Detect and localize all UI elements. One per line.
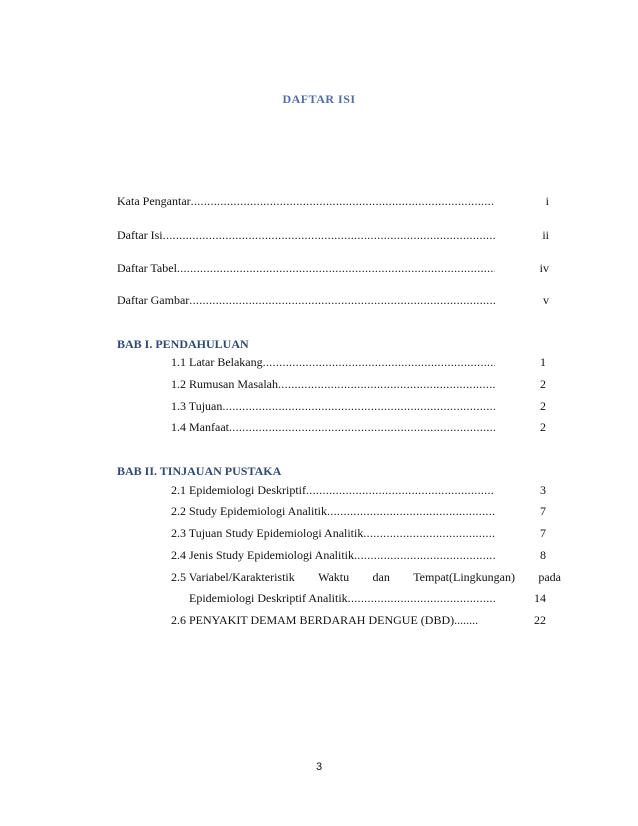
- chapter-heading-bab-1[interactable]: BAB I. PENDAHULUAN: [117, 337, 249, 351]
- toc-page-number: 3: [540, 483, 546, 497]
- toc-page-number: iv: [539, 261, 549, 275]
- toc-entry-2-5-word: Waktu: [318, 570, 350, 584]
- footer-page-number: 3: [315, 761, 323, 773]
- toc-page-number: 7: [540, 526, 546, 540]
- toc-page-number: v: [543, 293, 549, 307]
- toc-page-number: ii: [542, 228, 549, 242]
- toc-entry-label: 1.4 Manfaat: [171, 420, 229, 434]
- dot-leader: [354, 547, 495, 563]
- toc-entry-daftar-gambar[interactable]: [117, 292, 495, 308]
- toc-page-number: 14: [534, 591, 546, 605]
- toc-entry-daftar-isi[interactable]: [117, 227, 495, 243]
- toc-entry-1-3[interactable]: [171, 398, 495, 414]
- toc-entry-2-5-word: dan: [372, 570, 390, 584]
- toc-entry-2-6[interactable]: 2.6 PENYAKIT DEMAM BERDARAH DENGUE (DBD)........: [171, 613, 479, 627]
- toc-entry-2-5-continuation[interactable]: [189, 590, 495, 606]
- toc-entry-label: 2.4 Jenis Study Epidemiologi Analitik: [171, 548, 354, 562]
- dot-leader: [348, 590, 495, 606]
- toc-entry-2-2[interactable]: [171, 503, 495, 519]
- dot-leader: [263, 354, 495, 370]
- toc-entry-label: 1.2 Rumusan Masalah: [171, 377, 278, 391]
- dot-leader: [163, 227, 495, 243]
- dot-leader: [191, 193, 495, 209]
- toc-entry-label: Epidemiologi Deskriptif Analitik: [189, 591, 348, 605]
- dot-leader: [306, 482, 495, 498]
- dot-leader: [189, 292, 495, 308]
- toc-entry-2-5-word: pada: [538, 570, 561, 584]
- toc-entry-label: Daftar Tabel: [117, 261, 177, 275]
- toc-page-number: 2: [540, 377, 546, 391]
- toc-page-number: 2: [540, 399, 546, 413]
- dot-leader: [177, 260, 495, 276]
- toc-entry-2-5-word: Tempat(Lingkungan): [413, 570, 515, 584]
- toc-entry-label: Daftar Isi: [117, 228, 163, 242]
- dot-leader: [229, 419, 495, 435]
- toc-entry-label: 2.1 Epidemiologi Deskriptif: [171, 483, 306, 497]
- page-title: DAFTAR ISI: [282, 92, 356, 106]
- toc-entry-label: Daftar Gambar: [117, 293, 190, 307]
- toc-entry-label: 2.2 Study Epidemiologi Analitik: [171, 504, 327, 518]
- toc-page-number: 1: [540, 355, 546, 369]
- toc-entry-2-5-word: 2.5 Variabel/Karakteristik: [171, 570, 295, 584]
- toc-page-number: 2: [540, 420, 546, 434]
- toc-entry-2-3[interactable]: [171, 525, 495, 541]
- toc-page-number: 22: [534, 613, 546, 627]
- dot-leader: [363, 525, 495, 541]
- toc-page-number: 8: [540, 548, 546, 562]
- toc-entry-kata-pengantar[interactable]: [117, 193, 495, 209]
- toc-entry-1-4[interactable]: [171, 419, 495, 435]
- toc-entry-label: 2.3 Tujuan Study Epidemiologi Analitik: [171, 526, 364, 540]
- dot-leader: [327, 503, 495, 519]
- toc-page-number: 7: [540, 504, 546, 518]
- toc-entry-2-1[interactable]: [171, 482, 495, 498]
- dot-leader: [278, 376, 495, 392]
- chapter-heading-bab-2[interactable]: BAB II. TINJAUAN PUSTAKA: [117, 464, 282, 478]
- toc-entry-label: 1.3 Tujuan: [171, 399, 223, 413]
- toc-page-number: i: [545, 194, 549, 208]
- toc-entry-2-5[interactable]: [171, 569, 561, 585]
- toc-entry-daftar-tabel[interactable]: [117, 260, 495, 276]
- toc-entry-1-2[interactable]: [171, 376, 495, 392]
- toc-entry-label: Kata Pengantar: [117, 194, 191, 208]
- toc-entry-1-1[interactable]: [171, 354, 495, 370]
- toc-entry-2-4[interactable]: [171, 547, 495, 563]
- dot-leader: [222, 398, 495, 414]
- toc-entry-label: 1.1 Latar Belakang: [171, 355, 263, 369]
